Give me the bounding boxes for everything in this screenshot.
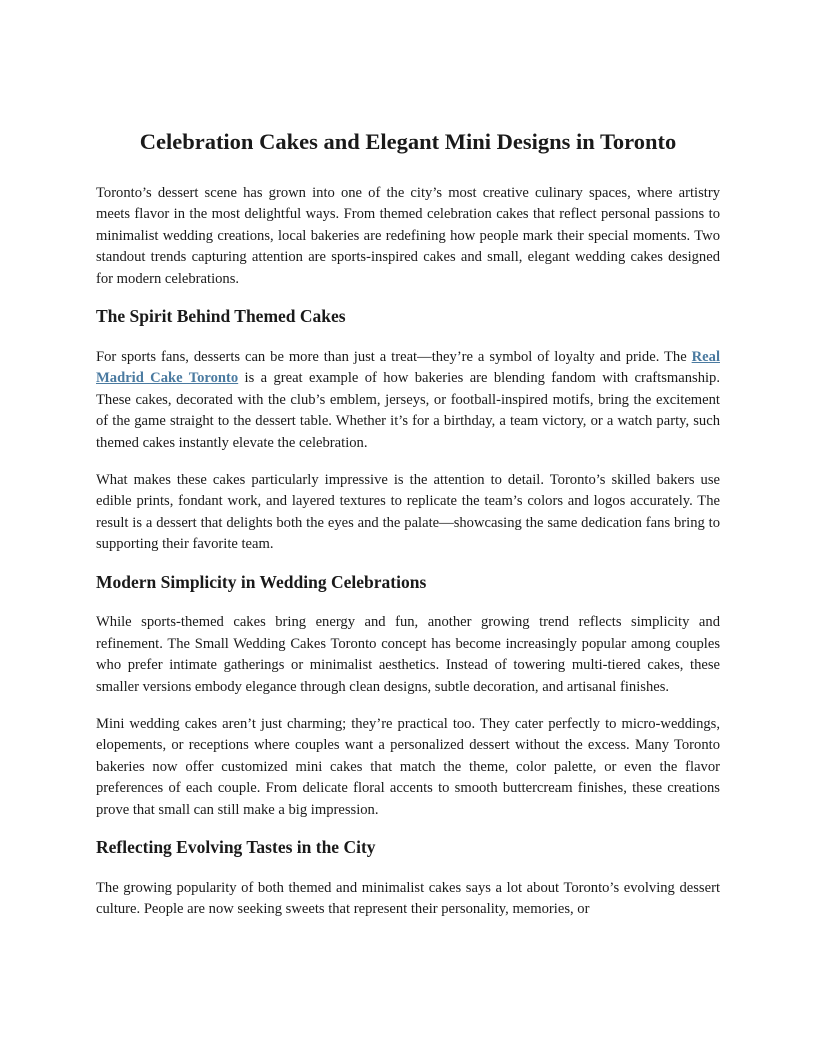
themed-cakes-paragraph-2: What makes these cakes particularly impressive is the attention to detail. Toronto’s skilled bakers use edible prints, fondant work, and layered textures to replicate the team’s colors and logos accurately. The result is a dessert that delights both the eyes and the palate—showcasing the same dedication fans bring to supporting their favorite team. [96,471,720,553]
document-page [96,128,720,937]
section-heading-wedding: Modern Simplicity in Wedding Celebrations [96,571,427,592]
themed-cakes-paragraph-1 [96,347,720,454]
real-madrid-cake-link[interactable]: Real Madrid Cake Toronto [96,348,720,387]
section-heading-evolving-tastes: Reflecting Evolving Tastes in the City [96,837,376,858]
paragraph-text: For sports fans, desserts can be more than just a treat—they’re a symbol of loyalty and pride. The [96,348,692,365]
wedding-paragraph-1: While sports-themed cakes bring energy and fun, another growing trend reflects simplicity and refinement. The Small Wedding Cakes Toronto concept has become increasingly popular among couples who prefer intimate gatherings or minimalist aesthetics. Instead of towering multi-tiered cakes, these smaller versions embody elegance through clean designs, subtle decoration, and artisanal finishes. [96,614,720,695]
wedding-paragraph-2: Mini wedding cakes aren’t just charming; they’re practical too. They cater perfectly to micro-weddings, elopements, or receptions where couples want a personalized dessert without the excess. Many Toronto bakeries now offer customized mini cakes that match the theme, color palette, or even the flavor preferences of each couple. From delicate floral accents to smooth buttercream finishes, these creations prove that small can still make a big impression. [96,716,720,818]
evolving-tastes-paragraph-1: The growing popularity of both themed and minimalist cakes says a lot about Toronto’s evolving dessert culture. People are now seeking sweets that represent their personality, memories, or [96,879,720,918]
intro-paragraph: Toronto’s dessert scene has grown into one of the city’s most creative culinary spaces, where artistry meets flavor in the most delightful ways. From themed celebration cakes that reflect personal passions to minimalist wedding creations, local bakeries are redefining how people mark their special moments. Two standout trends capturing attention are sports-inspired cakes and small, elegant wedding cakes designed for modern celebrations. [96,185,720,287]
page-title: Celebration Cakes and Elegant Mini Designs in Toronto [139,129,677,154]
paragraph-text: is a great example of how bakeries are blending fandom with craftsmanship. These cakes, decorated with the club’s emblem, jerseys, or football-inspired motifs, bring the excitement of the game straight to the dessert table. Whether it’s for a birthday, a team victory, or a watch party, such themed cakes instantly elevate the celebration. [96,370,721,451]
section-heading-themed-cakes: The Spirit Behind Themed Cakes [96,306,346,327]
